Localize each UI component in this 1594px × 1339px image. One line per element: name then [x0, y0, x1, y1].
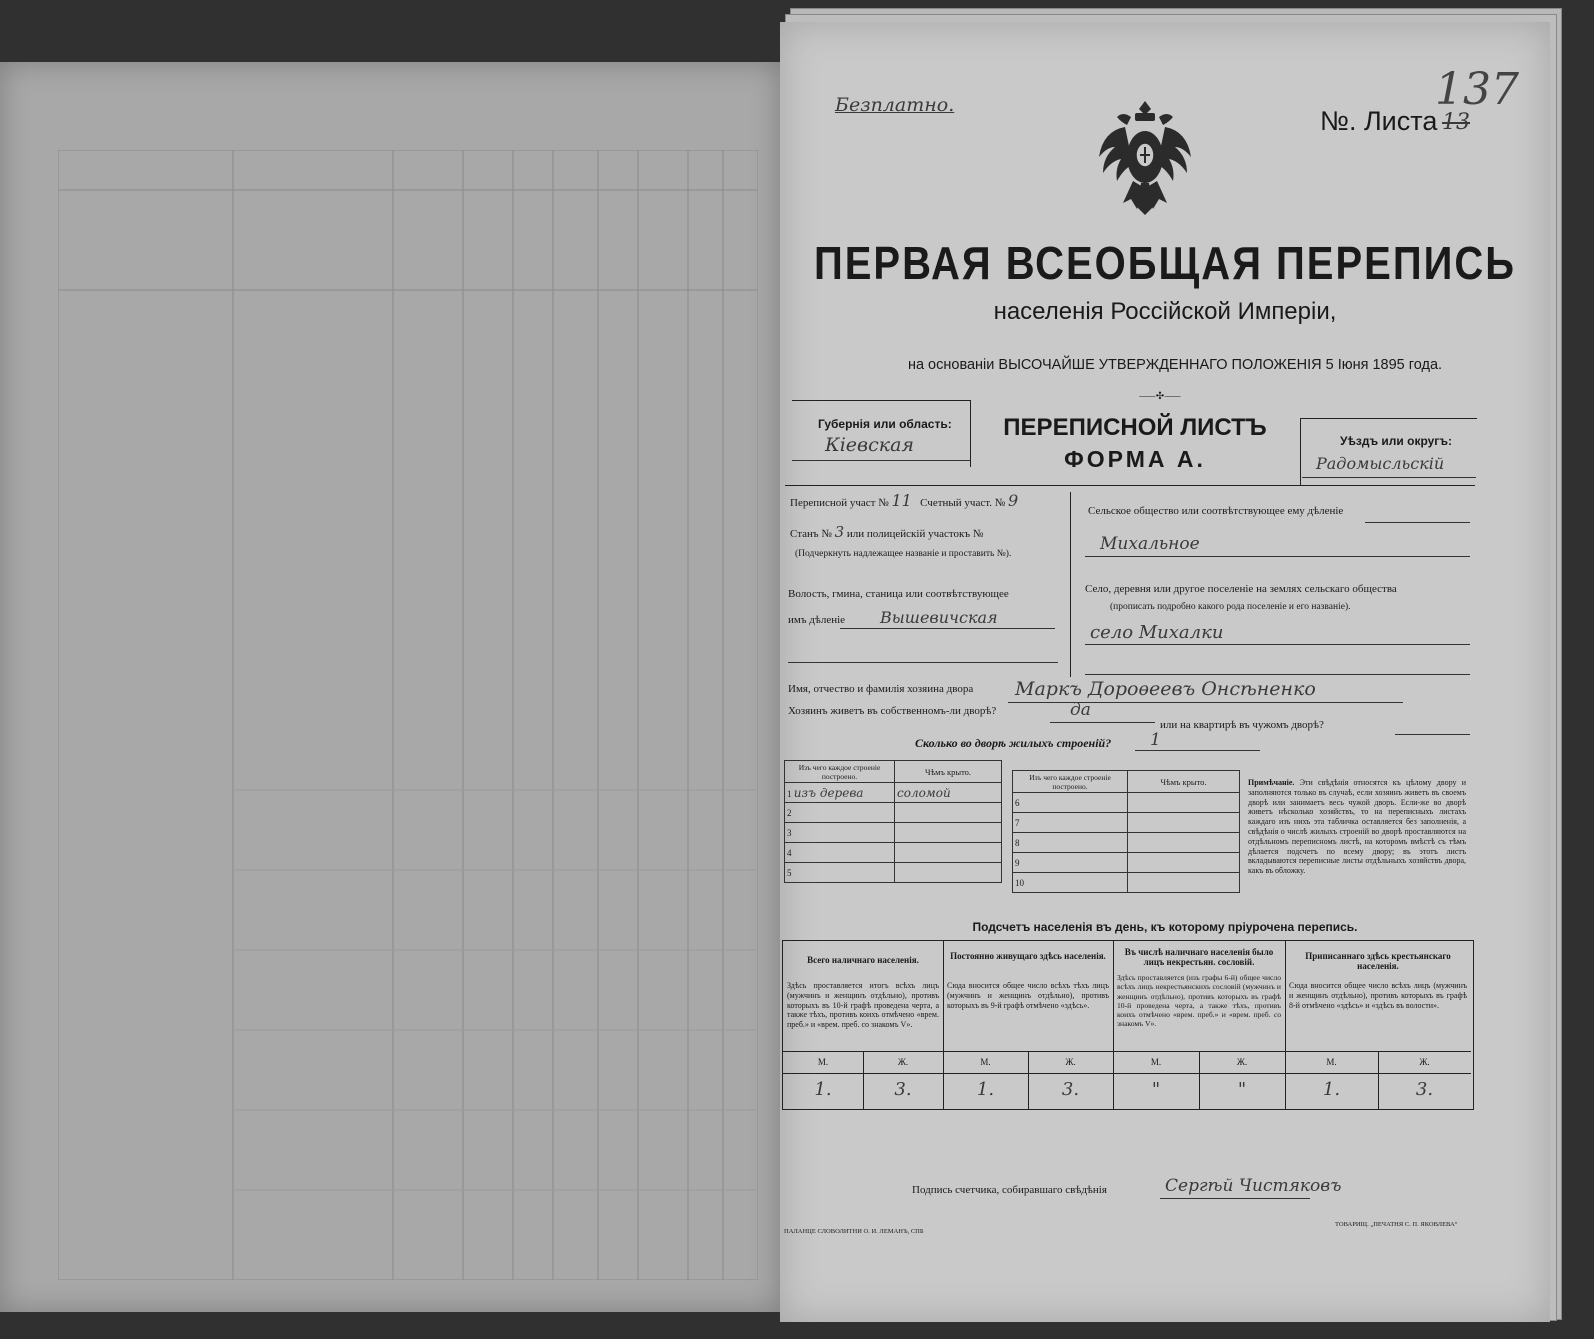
male-label: М.: [817, 1057, 829, 1067]
census-area-row: [790, 491, 1019, 510]
count-area-no: №: [994, 497, 1006, 509]
society-value-underline: [1085, 556, 1470, 557]
female-label: Ж.: [1236, 1057, 1248, 1067]
count-col-non-peasant: [1113, 941, 1286, 1109]
buildings-col-roof: Чѣмъ крыто.: [1128, 771, 1240, 793]
count-desc: Здѣсь проставляется (изъ графы 6-й) общее число всѣхъ лицъ некрестьянскихъ сословій (мужчинъ и женщинъ отдѣльно), противъ которыхъ въ графѣ 10-й проведена черта, а также тѣхъ, противъ коихъ отмѣчено «врем. преб.» и «врем. преб. со знакомъ V».: [1117, 973, 1281, 1029]
count-head: Всего наличнаго населенія.: [807, 955, 919, 965]
form-divider: [1070, 492, 1071, 677]
volost-value: Вышевичская: [880, 608, 998, 627]
empty-cell: [895, 823, 1002, 843]
society-value: Михальное: [1100, 534, 1200, 554]
count-male-value: 1.: [1322, 1079, 1341, 1100]
uezd-value: Радомысльскій: [1316, 454, 1445, 473]
row-number: 6: [1013, 793, 1128, 813]
census-area-no: №: [878, 497, 889, 509]
imperial-eagle-emblem: [1095, 97, 1195, 222]
sheet-number-label: №. Листа: [1320, 106, 1438, 136]
buildings-table-left: [784, 760, 1002, 883]
owner-underline: [1008, 702, 1403, 703]
row-number: 8: [1013, 833, 1128, 853]
stan-row: [790, 523, 984, 541]
census-basis: на основаніи ВЫСОЧАЙШЕ УТВЕРЖДЕННАГО ПОЛОЖЕНІЯ 5 Іюня 1895 года.: [907, 357, 1443, 373]
uezd-underline: [1302, 477, 1476, 478]
buildings-value: 1: [1150, 730, 1161, 750]
count-desc: Сюда вносится общее число всѣхъ тѣхъ лицъ (мужчинъ и женщинъ отдѣльно), противъ которыхъ въ 9-й графѣ отмѣчено «здѣсь».: [947, 981, 1109, 1010]
female-label: Ж.: [1419, 1057, 1430, 1067]
signature-underline: [1160, 1198, 1310, 1199]
own-yard-underline: [1050, 722, 1155, 723]
count-female-value: 3.: [1061, 1079, 1080, 1100]
row-number: 2: [785, 803, 895, 823]
signature-label: Подпись счетчика, собиравшаго свѣдѣнія: [912, 1184, 1107, 1196]
village-label: Село, деревня или другое поселеніе на землях сельскаго общества: [1085, 583, 1397, 595]
count-head: Приписаннаго здѣсь крестьянскаго населенія.: [1305, 951, 1451, 971]
sheet-title: ПЕРЕПИСНОЙ ЛИСТЪ: [1003, 414, 1267, 441]
row-number: 9: [1013, 853, 1128, 873]
printer-right: ТОВАРИЩ. „ПЕЧАТНЯ С. П. ЯКОВЛЕВА“: [1335, 1221, 1458, 1228]
row-number: 1: [787, 788, 792, 799]
buildings-col-material: Изъ чего каждое строеніе построено.: [1013, 771, 1128, 793]
count-female-value: 3.: [1415, 1079, 1434, 1100]
sheet-number-crossed: 13: [1442, 110, 1470, 135]
buildings-table-right: [1012, 770, 1240, 893]
note-title: Примѣчаніе.: [1248, 778, 1295, 787]
count-area-label: Счетный участ.: [920, 497, 992, 509]
empty-cell: [1128, 873, 1240, 893]
empty-cell: [895, 803, 1002, 823]
rent-underline: [1395, 734, 1470, 735]
row-number: 7: [1013, 813, 1128, 833]
count-desc: Сюда вносится общее число всѣхъ лицъ (мужчинъ и женщинъ отдѣльно), противъ которыхъ въ графѣ 8-й отмѣчено «здѣсь» и «здѣсь въ волости».: [1289, 981, 1467, 1010]
male-label: М.: [980, 1057, 991, 1067]
count-col-total: [783, 941, 944, 1109]
owner-value: Маркъ Дороѳеевъ Онсѣненко: [1015, 678, 1316, 700]
buildings-label: Сколько во дворѣ жилыхъ строеній?: [915, 736, 1112, 750]
female-label: Ж.: [897, 1057, 909, 1067]
own-yard-value: да: [1070, 700, 1091, 720]
empty-cell: [895, 843, 1002, 863]
census-title: ПЕРВАЯ ВСЕОБЩАЯ ПЕРЕПИСЬ: [814, 238, 1516, 290]
count-male-value: 1.: [814, 1079, 832, 1100]
volost-label-2: имъ дѣленіе: [788, 614, 846, 626]
row-number: 10: [1013, 873, 1128, 893]
row-number: 3: [785, 823, 895, 843]
row1-material: изъ дерева: [793, 785, 864, 800]
police-label: или полицейскій участокъ: [846, 528, 971, 540]
count-male-value: ": [1151, 1079, 1161, 1100]
uezd-label: Уѣздъ или округъ:: [1340, 434, 1453, 448]
society-underline: [1365, 522, 1470, 523]
signature-value: Сергѣй Чистяковъ: [1165, 1176, 1342, 1196]
note-text: Эти свѣдѣнія относятся къ цѣлому двору и заполняются только въ случаѣ, если хозяинъ живетъ въ своемъ дворѣ или занимаетъ весь чужой дворъ. Если-же во дворѣ живетъ нѣсколько хозяйствъ, то на переписныхъ листахъ каждаго изъ нихъ эта табличка оставляется без заполненія, а свѣдѣнія о числѣ жилыхъ строеній во дворѣ проставляются на отдѣльномъ переписномъ листѣ, на которомъ вмѣстѣ съ тѣмъ дѣлается подсчетъ по всему двору; въ этотъ листъ вкладываются переписные листы отдѣльныхъ хозяйствъ двора, какъ въ обложку.: [1248, 778, 1467, 876]
count-head: Постоянно живущаго здѣсь населенія.: [950, 951, 1106, 961]
buildings-col-roof: Чѣмъ крыто.: [895, 761, 1002, 783]
village-underline: [1085, 644, 1470, 645]
village-note: (прописать подробно какого рода поселеніе и его названіе).: [1110, 602, 1351, 612]
row-number: 5: [785, 863, 895, 883]
left-page: [0, 62, 780, 1312]
count-male-value: 1.: [976, 1079, 995, 1100]
empty-cell: [1128, 833, 1240, 853]
printer-left: ПАЛАНЦЕ СЛОВОЛИТНИ О. И. ЛЕМАНЪ, СПБ: [784, 1228, 924, 1235]
census-area-label: Переписной участ: [790, 497, 876, 509]
buildings-underline: [1135, 750, 1260, 751]
own-yard-label: Хозяинъ живетъ въ собственномъ-ли дворѣ?: [788, 705, 997, 717]
gubernia-label: Губернія или область:: [818, 417, 952, 431]
census-area-value: 11: [891, 491, 912, 510]
count-female-value: 3.: [894, 1079, 912, 1100]
census-subtitle: населенія Россійской Имперіи,: [993, 298, 1337, 325]
census-sheet: [780, 22, 1550, 1322]
gubernia-underline: [792, 460, 970, 461]
volost-underline-2: [788, 662, 1058, 663]
village-underline-2: [1085, 674, 1470, 675]
buildings-col-material: Изъ чего каждое строеніе построено.: [785, 761, 895, 783]
stan-label: Станъ: [790, 528, 819, 540]
empty-cell: [1128, 853, 1240, 873]
gubernia-value: Кіевская: [825, 434, 914, 456]
society-label: Сельское общество или соотвѣтствующее ему дѣленіе: [1088, 505, 1344, 517]
row1-roof: соломой: [895, 783, 1002, 803]
count-head: Въ числѣ наличнаго населенія было лицъ некрестьян. сословій.: [1124, 947, 1274, 967]
owner-label: Имя, отчество и фамилія хозяина двора: [788, 683, 974, 695]
count-table: [782, 940, 1474, 1110]
buildings-row: [785, 783, 895, 803]
underline-note: (Подчеркнуть надлежащее названіе и проставить №).: [795, 549, 1012, 559]
count-area-value: 9: [1007, 491, 1019, 510]
count-title: Подсчетъ населенія въ день, къ которому пріурочена перепись.: [972, 920, 1358, 934]
count-female-value: ": [1237, 1079, 1247, 1100]
female-label: Ж.: [1065, 1057, 1076, 1067]
count-desc: Здѣсь проставляется итогъ всѣхъ лицъ (мужчинъ и женщинъ отдѣльно), противъ которыхъ въ 10-й графѣ проведена черта, а также тѣхъ, противъ коихъ отмѣчено «врем. преб.» и «врем. преб. со знакомъ V».: [787, 981, 939, 1030]
stan-no: №: [821, 528, 832, 540]
male-label: М.: [1150, 1057, 1162, 1067]
note-block: [1248, 778, 1466, 876]
uezd-box: [1300, 418, 1477, 485]
police-no: №: [972, 528, 984, 540]
free-label: Безплатно.: [835, 94, 955, 116]
ornament-divider: ⸺✣⸺: [1138, 391, 1182, 402]
count-col-permanent: [943, 941, 1114, 1109]
male-label: М.: [1326, 1057, 1337, 1067]
sheet-form: ФОРМА А.: [1064, 446, 1206, 472]
rent-label: или на квартирѣ въ чужомъ дворѣ?: [1160, 719, 1324, 731]
form-top-rule: [785, 485, 1475, 486]
volost-label: Волость, гмина, станица или соотвѣтствующее: [788, 588, 1009, 600]
volost-underline: [840, 628, 1055, 629]
sheet-number-handwritten: 137: [1435, 64, 1519, 115]
empty-cell: [1128, 813, 1240, 833]
empty-cell: [1128, 793, 1240, 813]
village-value: село Михалки: [1090, 622, 1224, 643]
left-page-grid: [58, 150, 758, 1280]
empty-cell: [895, 863, 1002, 883]
stan-value: 3: [834, 523, 845, 541]
count-col-registered-peasant: [1285, 941, 1471, 1109]
row-number: 4: [785, 843, 895, 863]
